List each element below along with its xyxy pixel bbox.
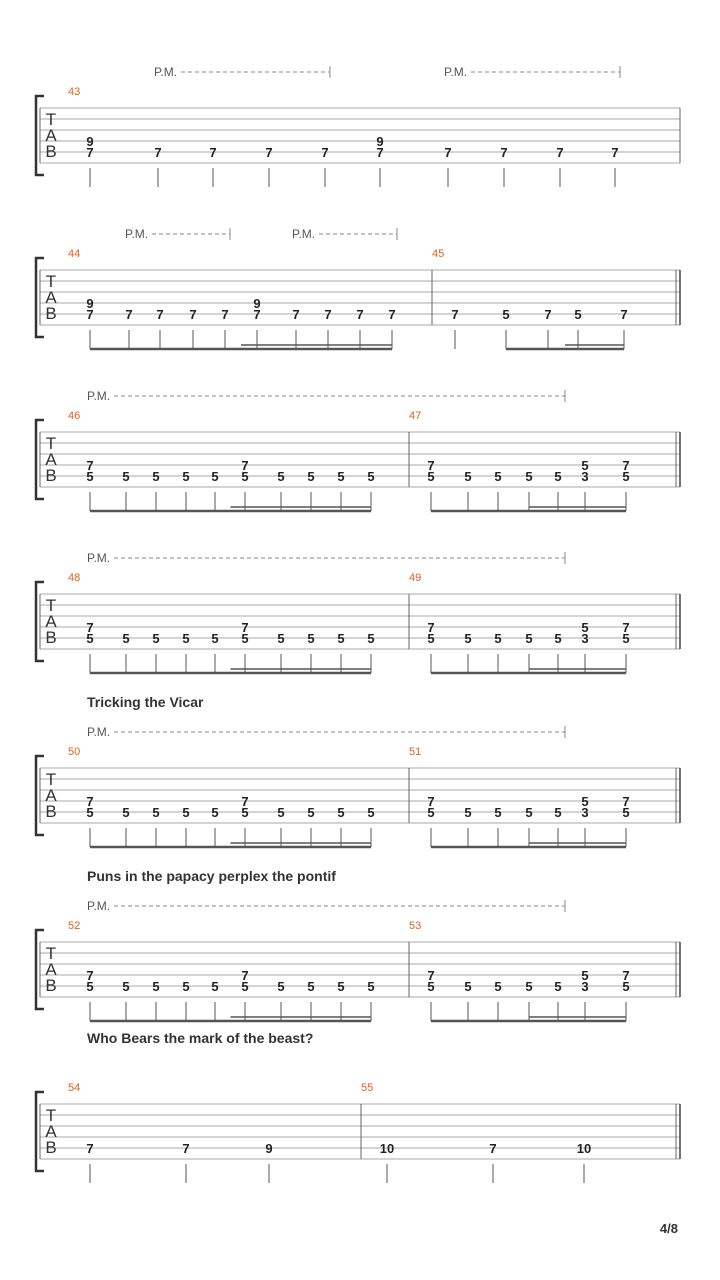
bar-number: 51 bbox=[409, 746, 422, 758]
fret-number: 5 bbox=[367, 979, 375, 994]
fret-number: 5 bbox=[554, 805, 562, 820]
tab-clef-letter: A bbox=[45, 450, 57, 469]
section-title: Who Bears the mark of the beast? bbox=[87, 1030, 314, 1046]
fret-number: 7 bbox=[427, 458, 435, 473]
fret-number: 10 bbox=[576, 1141, 592, 1156]
fret-number: 5 bbox=[182, 631, 190, 646]
fret-number: 5 bbox=[622, 805, 630, 820]
fret-number: 10 bbox=[379, 1141, 395, 1156]
fret-number: 5 bbox=[581, 458, 589, 473]
section-title: Puns in the papacy perplex the pontif bbox=[87, 868, 336, 884]
fret-number: 7 bbox=[356, 307, 364, 322]
fret-number: 5 bbox=[525, 805, 533, 820]
tab-system bbox=[36, 227, 680, 349]
fret-number: 5 bbox=[337, 469, 345, 484]
tab-system bbox=[36, 389, 680, 511]
fret-number: 5 bbox=[427, 805, 435, 820]
fret-number: 5 bbox=[211, 805, 219, 820]
fret-number: 7 bbox=[324, 307, 332, 322]
bar-number: 45 bbox=[432, 248, 445, 260]
fret-number: 5 bbox=[86, 805, 94, 820]
fret-number: 5 bbox=[337, 805, 345, 820]
tab-clef-letter: A bbox=[45, 126, 57, 145]
tab-clef-letter: A bbox=[45, 1122, 57, 1141]
fret-number: 7 bbox=[611, 145, 619, 160]
fret-number: 5 bbox=[241, 469, 249, 484]
fret-number: 5 bbox=[427, 469, 435, 484]
fret-number: 5 bbox=[581, 620, 589, 635]
fret-number: 7 bbox=[376, 145, 384, 160]
tab-clef-letter: B bbox=[45, 142, 57, 161]
tab-clef-letter: A bbox=[45, 786, 57, 805]
page-number: 4/8 bbox=[659, 1221, 678, 1236]
fret-number: 5 bbox=[622, 469, 630, 484]
fret-number: 5 bbox=[427, 979, 435, 994]
fret-number: 5 bbox=[307, 469, 315, 484]
fret-number: 5 bbox=[277, 979, 285, 994]
fret-number: 5 bbox=[152, 805, 160, 820]
fret-number: 7 bbox=[427, 794, 435, 809]
fret-number: 7 bbox=[189, 307, 197, 322]
palm-mute-label: P.M. bbox=[87, 899, 111, 913]
fret-number: 5 bbox=[554, 979, 562, 994]
fret-number: 7 bbox=[544, 307, 552, 322]
fret-number: 7 bbox=[556, 145, 564, 160]
fret-number: 7 bbox=[86, 307, 94, 322]
fret-number: 5 bbox=[427, 631, 435, 646]
fret-number: 7 bbox=[156, 307, 164, 322]
tab-clef-letter: B bbox=[45, 802, 57, 821]
bar-number: 55 bbox=[361, 1082, 374, 1094]
tab-clef-letter: B bbox=[45, 628, 57, 647]
fret-number: 9 bbox=[376, 134, 384, 149]
fret-number: 7 bbox=[209, 145, 217, 160]
fret-number: 5 bbox=[122, 805, 130, 820]
section-title: Tricking the Vicar bbox=[87, 694, 204, 710]
bar-number: 44 bbox=[68, 248, 81, 260]
fret-number: 5 bbox=[122, 631, 130, 646]
fret-number: 5 bbox=[86, 631, 94, 646]
tab-clef-letter: A bbox=[45, 288, 57, 307]
fret-number: 7 bbox=[265, 145, 273, 160]
palm-mute-label: P.M. bbox=[87, 725, 111, 739]
fret-number: 5 bbox=[337, 979, 345, 994]
tab-clef-letter: B bbox=[45, 466, 57, 485]
bar-number: 47 bbox=[409, 410, 422, 422]
fret-number: 5 bbox=[525, 979, 533, 994]
fret-number: 5 bbox=[337, 631, 345, 646]
fret-number: 7 bbox=[622, 968, 630, 983]
fret-number: 5 bbox=[307, 979, 315, 994]
fret-number: 5 bbox=[367, 805, 375, 820]
fret-number: 5 bbox=[502, 307, 510, 322]
fret-number: 5 bbox=[464, 805, 472, 820]
tab-system bbox=[36, 868, 680, 1021]
fret-number: 7 bbox=[86, 968, 94, 983]
fret-number: 5 bbox=[152, 469, 160, 484]
bar-number: 50 bbox=[68, 746, 81, 758]
palm-mute-label: P.M. bbox=[87, 551, 111, 565]
tab-system bbox=[36, 694, 680, 847]
fret-number: 5 bbox=[86, 469, 94, 484]
tab-system bbox=[36, 551, 680, 673]
bar-number: 48 bbox=[68, 572, 81, 584]
tab-clef-letter: T bbox=[45, 596, 57, 615]
palm-mute-label: P.M. bbox=[292, 227, 316, 241]
fret-number: 5 bbox=[86, 979, 94, 994]
fret-number: 5 bbox=[277, 631, 285, 646]
fret-number: 5 bbox=[367, 469, 375, 484]
fret-number: 5 bbox=[464, 979, 472, 994]
fret-number: 5 bbox=[464, 469, 472, 484]
fret-number: 7 bbox=[622, 458, 630, 473]
fret-number: 7 bbox=[253, 307, 261, 322]
fret-number: 5 bbox=[574, 307, 582, 322]
fret-number: 9 bbox=[253, 296, 261, 311]
tab-clef-letter: T bbox=[45, 272, 57, 291]
fret-number: 5 bbox=[122, 469, 130, 484]
fret-number: 7 bbox=[444, 145, 452, 160]
fret-number: 7 bbox=[241, 620, 249, 635]
fret-number: 7 bbox=[86, 145, 94, 160]
bar-number: 43 bbox=[68, 86, 81, 98]
fret-number: 7 bbox=[622, 794, 630, 809]
fret-number: 5 bbox=[494, 631, 502, 646]
fret-number: 7 bbox=[241, 968, 249, 983]
fret-number: 7 bbox=[241, 794, 249, 809]
bar-number: 46 bbox=[68, 410, 81, 422]
tab-clef-letter: T bbox=[45, 770, 57, 789]
fret-number: 5 bbox=[581, 794, 589, 809]
fret-number: 5 bbox=[277, 469, 285, 484]
fret-number: 5 bbox=[307, 805, 315, 820]
fret-number: 3 bbox=[581, 631, 589, 646]
tab-clef-letter: A bbox=[45, 612, 57, 631]
fret-number: 5 bbox=[554, 631, 562, 646]
fret-number: 5 bbox=[182, 805, 190, 820]
fret-number: 7 bbox=[86, 620, 94, 635]
fret-number: 3 bbox=[581, 805, 589, 820]
fret-number: 7 bbox=[241, 458, 249, 473]
fret-number: 3 bbox=[581, 469, 589, 484]
fret-number: 5 bbox=[622, 979, 630, 994]
fret-number: 5 bbox=[494, 805, 502, 820]
palm-mute-label: P.M. bbox=[154, 65, 178, 79]
fret-number: 7 bbox=[86, 1141, 94, 1156]
fret-number: 5 bbox=[211, 631, 219, 646]
fret-number: 9 bbox=[86, 296, 94, 311]
tab-clef-letter: T bbox=[45, 434, 57, 453]
fret-number: 7 bbox=[620, 307, 628, 322]
fret-number: 5 bbox=[152, 979, 160, 994]
fret-number: 5 bbox=[307, 631, 315, 646]
bar-number: 52 bbox=[68, 920, 81, 932]
tab-clef-letter: A bbox=[45, 960, 57, 979]
fret-number: 5 bbox=[494, 979, 502, 994]
fret-number: 5 bbox=[211, 469, 219, 484]
fret-number: 5 bbox=[525, 469, 533, 484]
tab-clef-letter: B bbox=[45, 976, 57, 995]
palm-mute-label: P.M. bbox=[444, 65, 468, 79]
fret-number: 5 bbox=[494, 469, 502, 484]
fret-number: 5 bbox=[525, 631, 533, 646]
tab-system bbox=[36, 65, 680, 187]
fret-number: 5 bbox=[554, 469, 562, 484]
fret-number: 7 bbox=[221, 307, 229, 322]
fret-number: 7 bbox=[125, 307, 133, 322]
fret-number: 5 bbox=[182, 469, 190, 484]
fret-number: 7 bbox=[388, 307, 396, 322]
fret-number: 7 bbox=[86, 458, 94, 473]
fret-number: 7 bbox=[500, 145, 508, 160]
fret-number: 3 bbox=[581, 979, 589, 994]
palm-mute-label: P.M. bbox=[87, 389, 111, 403]
fret-number: 5 bbox=[122, 979, 130, 994]
fret-number: 7 bbox=[451, 307, 459, 322]
fret-number: 9 bbox=[265, 1141, 273, 1156]
bar-number: 54 bbox=[68, 1082, 81, 1094]
fret-number: 5 bbox=[367, 631, 375, 646]
fret-number: 5 bbox=[277, 805, 285, 820]
fret-number: 7 bbox=[489, 1141, 497, 1156]
fret-number: 7 bbox=[86, 794, 94, 809]
fret-number: 7 bbox=[154, 145, 162, 160]
tab-clef-letter: B bbox=[45, 1138, 57, 1157]
fret-number: 5 bbox=[622, 631, 630, 646]
fret-number: 5 bbox=[581, 968, 589, 983]
fret-number: 7 bbox=[292, 307, 300, 322]
fret-number: 9 bbox=[86, 134, 94, 149]
fret-number: 5 bbox=[241, 631, 249, 646]
fret-number: 7 bbox=[321, 145, 329, 160]
tab-clef-letter: T bbox=[45, 110, 57, 129]
fret-number: 5 bbox=[152, 631, 160, 646]
fret-number: 5 bbox=[241, 805, 249, 820]
fret-number: 5 bbox=[241, 979, 249, 994]
bar-number: 53 bbox=[409, 920, 422, 932]
palm-mute-label: P.M. bbox=[125, 227, 149, 241]
tab-clef-letter: T bbox=[45, 944, 57, 963]
tab-clef-letter: T bbox=[45, 1106, 57, 1125]
tab-system bbox=[36, 1030, 680, 1183]
fret-number: 5 bbox=[211, 979, 219, 994]
fret-number: 7 bbox=[622, 620, 630, 635]
fret-number: 7 bbox=[427, 620, 435, 635]
fret-number: 7 bbox=[427, 968, 435, 983]
fret-number: 5 bbox=[464, 631, 472, 646]
fret-number: 7 bbox=[182, 1141, 190, 1156]
bar-number: 49 bbox=[409, 572, 422, 584]
tab-clef-letter: B bbox=[45, 304, 57, 323]
fret-number: 5 bbox=[182, 979, 190, 994]
